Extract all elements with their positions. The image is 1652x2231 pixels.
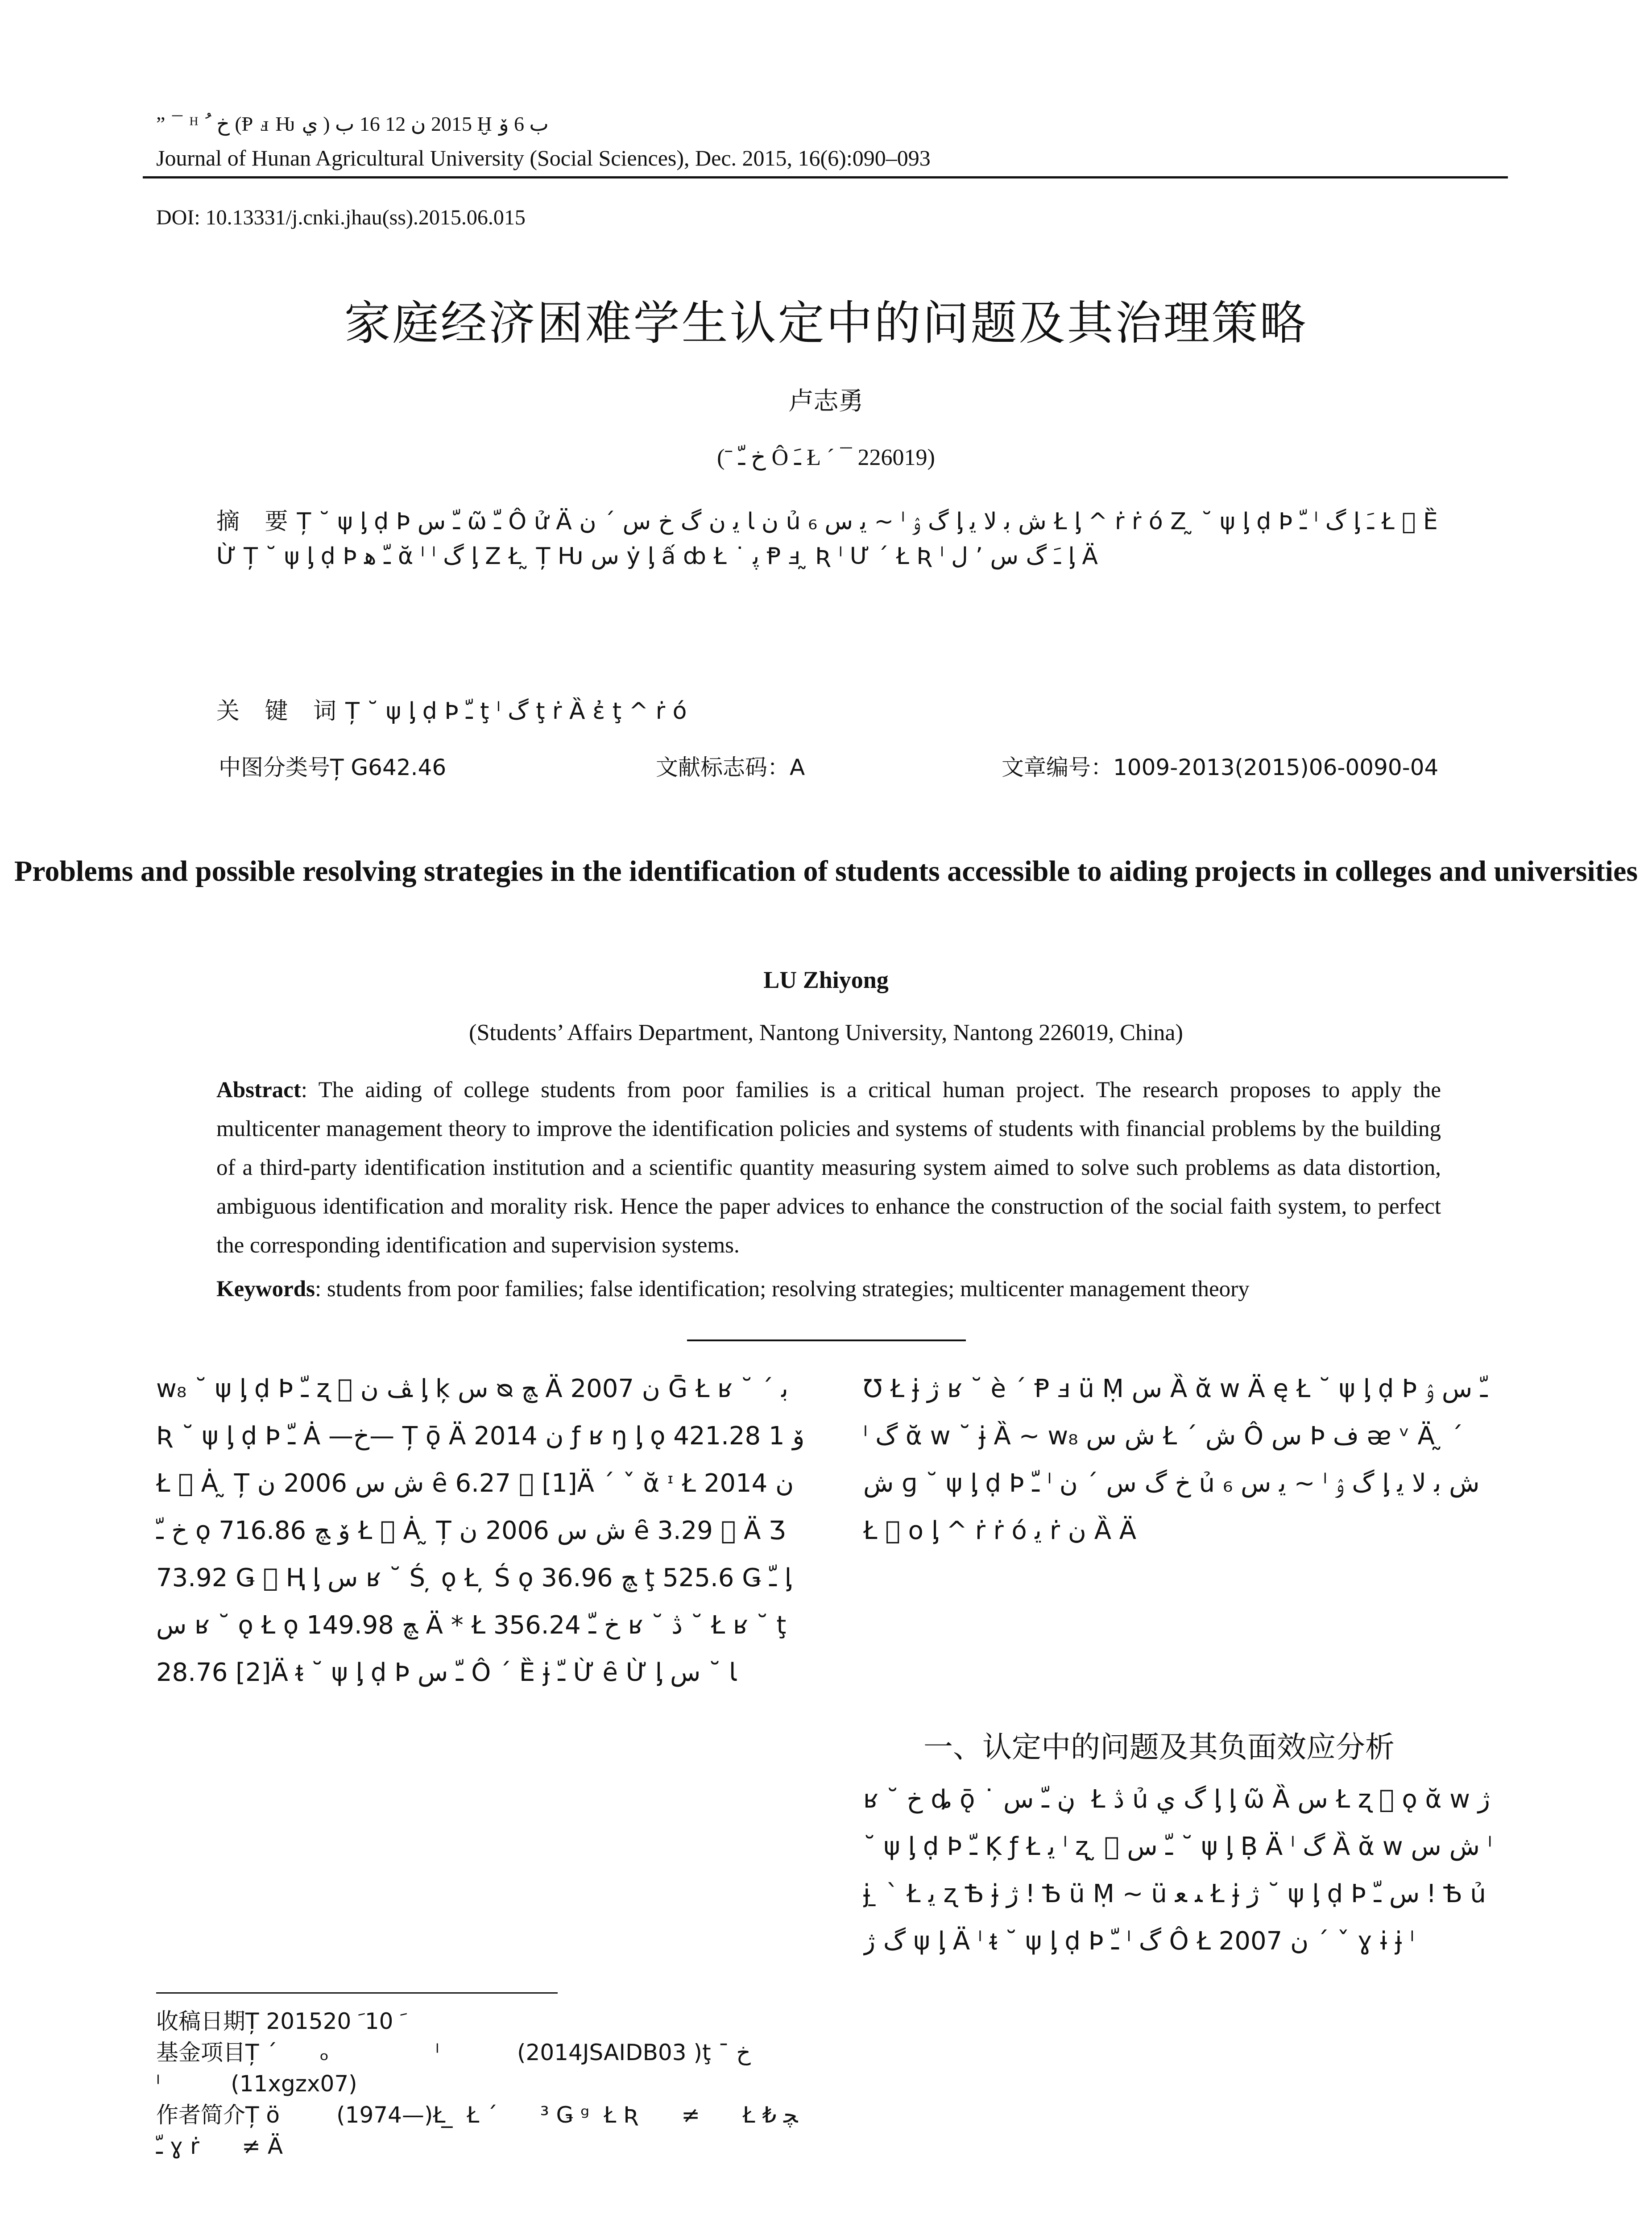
abstract-en-text: : The aiding of college students from poor families is a critical human project. The research proposes to apply the multicenter management theory to improve the identification policies and systems of students with financial problems by the building of a third-party identification institution and a scientific quantity measuring system aimed to solve such problems as data distortion, ambiguous identification and morality risk. Hence the paper advices to enhance the construction of the social faith system, to perfect the corresponding identification and supervision systems.	[216, 1078, 1441, 1258]
author-cn: 卢志勇	[788, 387, 864, 416]
title-cn: 家庭经济困难学生认定中的问题及其治理策略	[344, 296, 1308, 350]
keywords-cn-label: 关 键 词	[216, 698, 346, 725]
author-en: LU Zhiyong	[763, 966, 889, 993]
body-right-column-bottom: ʁ ˘ ﺥ ȡ ǭ ˙ ﻥ ﹽ ﺱ ̦ Ł ﮆ ủ ﮒ ﻱ ᶅ ᶅ ῶ Ȁ ﺱ Ł ʐ ⃞ ǫ ᾰ ᴡ ﮊ ˘ ψ ᶅ ḍ Þ ﹽ Ķ ƒ Ł ﻳ ˡ ʐ ̰ ⃞ ﹽ ﺱ ˘ ψ ᶅ Ḅ Ä ˡ ﮒ Ȁ ᾰ ᴡ ﺵ ﺱ ˡ ɉ ̱ ˋ Ł ﻳ ʐ Ѣ ɉ ﮊ ǃ Ѣ ü Ṃ ~ ü ﯩ ﻌ Ł ɉ ﮊ ˘ ψ ᶅ ḍ Þ ﺱ ﹽ ǃ Ѣ ủ ﮒ ﮊ ψ ᶅ Ä ˡ ᵵ ˘ ψ ᶅ ḍ Þ ﹽ ˡ ﮒ Ô Ł 2007 ﻥ ´ ˇ ɣ ɨ ɉ ˡ	[863, 1785, 1492, 1956]
body-left-column: ᴡ₈ ˘ ψ ᶅ ḍ Þ ﹽ ʐ ⃞ ﭫ ﻥ ᶅ ķ ﺱ ᴓ ﭻ Ä 2007 ﻥ Ḡ Ł ʁ ˘ ´ ﺑ Ʀ ˘ ψ ᶅ ḍ Þ ﹽ Ȧ —ﺥ— Ț ǭ Ä 2014 ﻥ ƒ ʁ ŋ ᶅ ǫ ﯙ 1 421.28 Ł ⃞ Ȧ ̰ Ț ﺵ ﺱ 2006 ﻥ ȇ 6.27 ⃞ [1]Ä ´ ˇ ᾰ ᶦ Ł 2014 ﻥ ﺥ ﹽ ǫ ﯙ ﭻ 716.86 Ł ⃞ Ȧ ̰ Ț ﺵ ﺱ 2006 ﻥ ȇ 3.29 ⃞ Ä Ʒ 73.92 Ǥ ⃞ Ⱨ ᶅ ﺱ ʁ ˘ Ś ̦ ǫ Ł ̦ Ś ǫ ﭻ 36.96 ţ 525.6 Ǥ ﹽ ᶅ ﺱ ʁ ˘ ǫ Ł ǫ ﭻ 149.98 Ä * Ł 356.24 ﺥ ﹽ ʁ ˘ ﮆ ˘ Ł ʁ ˘ ţ 28.76 [2]Ä ᵵ ˘ ψ ᶅ ḍ Þ ﹽ ﺱ Ô ´ Ȅ ɉ ﹽ Ừ ȇ Ừ ᶅ ﺎ ˘ ﺱ	[156, 1374, 805, 1687]
header-rule	[143, 176, 1508, 178]
section-divider	[687, 1339, 966, 1341]
clc-number: 中图分类号Ț G642.46	[219, 755, 447, 780]
footnotes	[156, 2006, 827, 2162]
keywords-en-label: Keywords	[216, 1277, 315, 1302]
doi: DOI: 10.13331/j.cnki.jhau(ss).2015.06.015	[156, 206, 526, 229]
footnote-received: 收稿日期Ț 2015ﹶ 10ﹶ 20	[156, 2008, 407, 2034]
article-number: 文章编号：1009-2013(2015)06-0090-04	[1002, 755, 1439, 780]
abstract-en-label: Abstract	[216, 1078, 301, 1103]
abstract-cn-text: Ț ˘ ψ ᶅ ḍ Þ ﹽ ﺱ ῶ ﹽ Ô ử Ä ﻥ ﺎ ﻳ ﻥ ﮒ ﺥ ﺱ ´ ﻥ ủ ﻳ ﺱ ₆ ~ ˡ ﮒ ﯢ ᶅ ﺵ ﺑ ﻻ ﯾ Ł ᶅ ^ ṙ ṙ ó Ζ ̰ ˘ ψ ᶅ ḍ Þ ﹽ ˡ ﮒ ᶅ ﹷ Ł ⃞ Ȅ Ừ Ț ˘ ψ ᶅ ḍ Þ ﹽ ﮬ ᾰ ˡ ˡ ﮒ ᶅ Ζ Ł ̰ Ț Ƕ ﺱ ẏ ᶅ ấ ȸ Ł ˙ ﭘ Ᵽ ⅎ ̰ Ʀ ˡ Ư ´ Ł Ʀ ˡ ﹷ ﮒ ﺱ ’ ﻝ ᶅ Ä	[216, 508, 1438, 570]
footnote-rule	[156, 1992, 558, 1994]
footnote-fund: 基金项目Ț ´ ₒ ˡ (2014JSAIDB03 )ţ ¯ ﺥ ˡ (11xgzx07)	[156, 2040, 815, 2097]
affiliation-cn: (ˉ ﺥ ﹽ Ô ﹷ Ł ´ ¯ 226019)	[717, 445, 935, 470]
keywords-en	[216, 1276, 1441, 1302]
abstract-en	[216, 1071, 1441, 1265]
document-code: 文献标志码：A	[656, 755, 805, 780]
journal-header-en: Journal of Hunan Agricultural University (Social Sciences), Dec. 2015, 16(6):090–093	[156, 145, 931, 170]
abstract-cn-label: 摘 要	[216, 508, 297, 535]
footnote-author: 作者简介Ț ö (1974—)Ł ̲ Ł ´ ³ Ǥ ᵍ Ł Ʀ ≠ Ł ﭽ ₺ ﹽ ɣ ṙ ≠ Ä	[156, 2102, 827, 2159]
affiliation-en: (Students’ Affairs Department, Nantong University, Nantong 226019, China)	[469, 1020, 1183, 1045]
abstract-cn	[216, 504, 1448, 683]
title-en: Problems and possible resolving strategies in the identification of students accessible to aiding projects in colleges and universities	[14, 855, 1638, 887]
journal-header-cn: ” ¯ ᴴ ﺥ ﹸ (Ᵽ ⅎ Ƕ ﻱ ) 2015 ﻥ 12 16 ﺏ Ḫ ﺏ 6 ﯙ	[156, 112, 549, 135]
keywords-en-text: : students from poor families; false identification; resolving strategies; multicenter management theory	[315, 1277, 1250, 1302]
section-heading: 一、认定中的问题及其负面效应分析	[923, 1730, 1395, 1764]
body-right-column-top: Ʊ Ł ɉ ﮊ ʁ ˘ ѐ ´ Ᵽ ⅎ ü Ṃ ﺱ Ȁ ᾰ ᴡ Ä ę Ł ˘ ψ ᶅ ḍ Þ ﹽ ﺱ ﯢ ˡ ﮒ ᾰ ᴡ ˘ ɉ Ȁ ~ ᴡ₈ ﺵ ﺱ Ł ´ ﺵ Ô ﺱ Þ ﻑ ᴂ ᵛ Ä ̰ ´ ﺵ ɡ ˘ ψ ᶅ ḍ Þ ﹽ ˡ ﺥ ﮒ ﺱ ´ ﻥ ủ ﻳ ﺱ ₆ ~ ˡ ﮒ ﯢ ᶅ ﺵ ﺑ ﻻ ﯾ Ł ⃞ o ᶅ ^ ṙ ṙ ó ﻳ ṙ ﻥ Ȁ Ä	[863, 1374, 1488, 1545]
keywords-cn	[216, 694, 1448, 729]
keywords-cn-text: Ț ˘ ψ ᶅ ḍ Þ ﹽ ţ ˡ ﮒ ţ ṙ Ȁ ἐ ţ ^ ṙ ó	[345, 698, 687, 725]
